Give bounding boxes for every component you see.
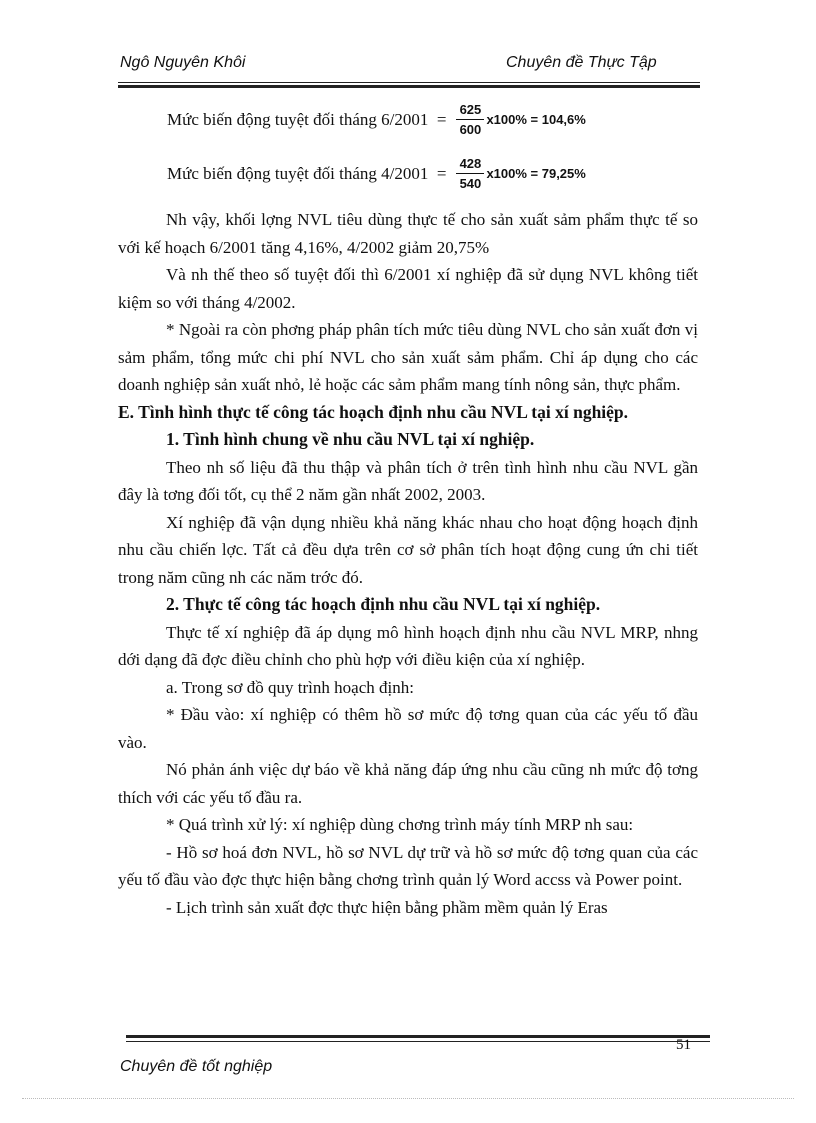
- numerator: 625: [459, 102, 482, 117]
- fraction: [456, 156, 484, 191]
- paragraph: Và nh thế theo số tuyệt đối thì 6/2001 xí nghiệp đã sử dụng NVL không tiết kiệm so với tháng 4/2002.: [118, 265, 698, 312]
- paragraph: Nh vậy, khối lợng NVL tiêu dùng thực tế cho sản xuất sảm phẩm thực tế so với kế hoạch 6/2001 tăng 4,16%, 4/2002 giảm 20,75%: [118, 210, 698, 257]
- paragraph: * Quá trình xử lý: xí nghiệp dùng chơng trình máy tính MRP nh sau:: [166, 815, 634, 834]
- subsection-heading: 1. Tình hình chung về nhu cầu NVL tại xí nghiệp.: [166, 429, 535, 449]
- denominator: 540: [459, 176, 482, 191]
- header-rule-thick: [118, 85, 700, 88]
- paragraph: * Đầu vào: xí nghiệp có thêm hồ sơ mức độ tơng quan của các yếu tố đầu vào.: [118, 705, 698, 752]
- numerator: 428: [459, 156, 482, 171]
- subsection-heading: 2. Thực tế công tác hoạch định nhu cầu NVL tại xí nghiệp.: [166, 594, 601, 614]
- section-heading: E. Tình hình thực tế công tác hoạch định nhu cầu NVL tại xí nghiệp.: [118, 401, 629, 422]
- page-number: 51: [676, 1037, 691, 1053]
- paragraph: Theo nh số liệu đã thu thập và phân tích ở trên tình hình nhu cầu NVL gần đây là tơng đối tốt, cụ thể 2 năm gần nhất 2002, 2003.: [118, 457, 698, 504]
- body-text: [118, 206, 698, 921]
- formula-result: x100% = 104,6%: [486, 112, 586, 127]
- header-author: Ngô Nguyên Khôi: [120, 54, 246, 71]
- header-title: Chuyên đề Thực Tập: [506, 54, 657, 71]
- paragraph: a. Trong sơ đồ quy trình hoạch định:: [166, 677, 414, 697]
- formula-april-2001: [167, 156, 586, 191]
- header-rule: [118, 82, 700, 83]
- paragraph: Xí nghiệp đã vận dụng nhiều khả năng khác nhau cho hoạt động hoạch định nhu cầu chiến lợc. Tất cả đều dựa trên cơ sở phân tích hoạt động cung ứn chi tiết trong năm cũng nh các năm trớc đó.: [118, 512, 698, 587]
- paragraph: Thực tế xí nghiệp đã áp dụng mô hình hoạch định nhu cầu NVL MRP, nhng dới dạng đã đợc điều chỉnh cho phù hợp với điều kiện của xí nghiệp.: [118, 622, 698, 669]
- fraction-bar: [456, 119, 484, 120]
- fraction: [456, 102, 484, 137]
- footer-title: Chuyên đề tốt nghiệp: [120, 1058, 273, 1075]
- formula-label: Mức biến động tuyệt đối tháng 4/2001 =: [167, 163, 447, 183]
- formula-label: Mức biến động tuyệt đối tháng 6/2001 =: [167, 109, 447, 129]
- fraction-bar: [456, 173, 484, 174]
- formula-result: x100% = 79,25%: [486, 166, 586, 181]
- denominator: 600: [459, 122, 482, 137]
- page-edge-dotted-line: [22, 1098, 794, 1099]
- paragraph: - Lịch trình sản xuất đợc thực hiện bằng phầm mềm quản lý Eras: [166, 897, 608, 917]
- formula-june-2001: [167, 102, 586, 137]
- footer-rule: [126, 1041, 710, 1042]
- paragraph: * Ngoài ra còn phơng pháp phân tích mức tiêu dùng NVL cho sản xuất đơn vị sảm phẩm, tổng mức chi phí NVL cho sản xuất sảm phẩm. Chỉ áp dụng cho các doanh nghiệp sản xuất nhỏ, lẻ hoặc các sảm phẩm mang tính nông sản, thực phẩm.: [118, 320, 698, 394]
- paragraph: Nó phản ánh việc dự báo về khả năng đáp ứng nhu cầu cũng nh mức độ tơng thích với các yếu tố đầu ra.: [118, 760, 698, 807]
- paragraph: - Hồ sơ hoá đơn NVL, hồ sơ NVL dự trữ và hồ sơ mức độ tơng quan của các yếu tố đầu vào đợc thực hiện bằng chơng trình quản lý Word accss và Power point.: [118, 842, 698, 889]
- footer-rule-thick: [126, 1035, 710, 1038]
